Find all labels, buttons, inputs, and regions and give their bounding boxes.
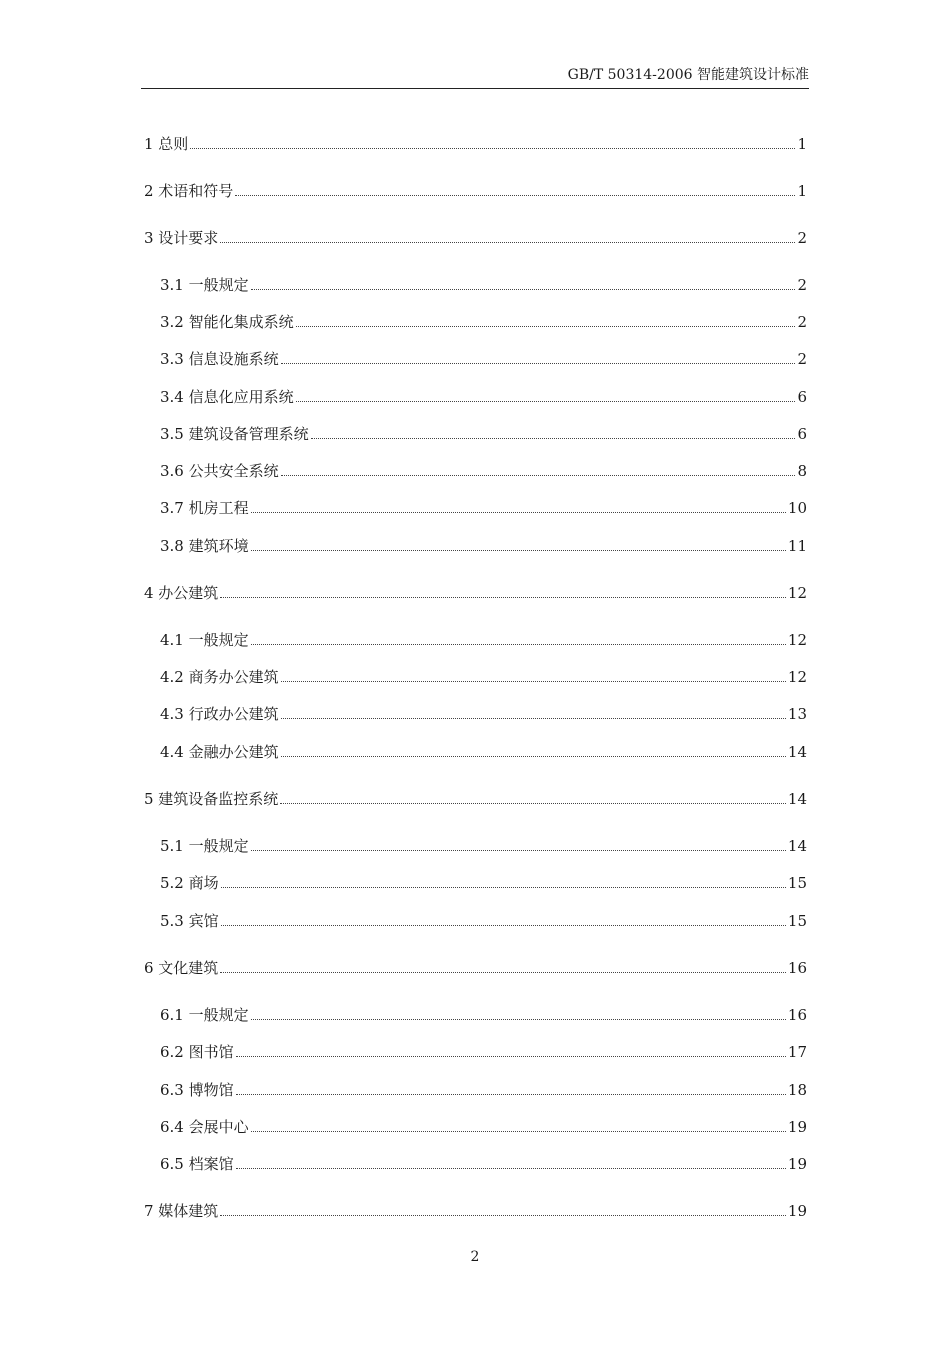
toc-entry-page: 19 — [787, 1202, 807, 1220]
dot-leader — [281, 475, 796, 476]
dot-leader — [280, 803, 786, 804]
toc-entry-label: 3.3 信息设施系统 — [160, 350, 279, 368]
dot-leader — [251, 289, 796, 290]
toc-entry-label: 6.2 图书馆 — [160, 1043, 234, 1061]
toc-entry-label: 5.3 宾馆 — [160, 912, 219, 930]
toc-entry[interactable] — [160, 704, 807, 724]
toc-entry-label: 3.4 信息化应用系统 — [160, 388, 294, 406]
toc-entry[interactable] — [160, 1117, 807, 1137]
toc-entry-page: 13 — [787, 705, 807, 723]
toc-entry-label: 2 术语和符号 — [144, 182, 234, 200]
toc-entry[interactable] — [160, 461, 807, 481]
page-number: 2 — [470, 1249, 480, 1265]
toc-entry-label: 3.2 智能化集成系统 — [160, 313, 294, 331]
toc-entry-page: 14 — [787, 837, 807, 855]
toc-entry-page: 2 — [797, 229, 807, 247]
toc-entry-page: 1 — [797, 135, 807, 153]
toc-entry-label: 4.1 一般规定 — [160, 631, 249, 649]
toc-entry[interactable] — [160, 1042, 807, 1062]
toc-entry[interactable] — [160, 275, 807, 295]
header-divider — [141, 88, 809, 89]
dot-leader — [251, 512, 786, 513]
toc-entry-label: 4 办公建筑 — [144, 584, 219, 602]
dot-leader — [221, 925, 786, 926]
toc-entry[interactable] — [144, 789, 807, 809]
dot-leader — [251, 1131, 786, 1132]
toc-entry-label: 7 媒体建筑 — [144, 1202, 219, 1220]
toc-entry-page: 2 — [797, 350, 807, 368]
dot-leader — [236, 1168, 786, 1169]
toc-entry-page: 6 — [797, 425, 807, 443]
toc-entry[interactable] — [160, 387, 807, 407]
toc-entry-label: 6.5 档案馆 — [160, 1155, 234, 1173]
toc-entry-page: 15 — [787, 912, 807, 930]
dot-leader — [221, 887, 786, 888]
toc-entry-label: 3.7 机房工程 — [160, 499, 249, 517]
dot-leader — [296, 326, 796, 327]
toc-entry[interactable] — [160, 536, 807, 556]
toc-entry-page: 14 — [787, 743, 807, 761]
toc-entry-label: 3.6 公共安全系统 — [160, 462, 279, 480]
toc-entry[interactable] — [160, 498, 807, 518]
toc-entry-label: 6.4 会展中心 — [160, 1118, 249, 1136]
toc-entry[interactable] — [160, 349, 807, 369]
toc-entry[interactable] — [144, 228, 807, 248]
toc-entry[interactable] — [160, 1005, 807, 1025]
dot-leader — [281, 681, 786, 682]
dot-leader — [281, 718, 786, 719]
toc-entry-label: 5 建筑设备监控系统 — [144, 790, 279, 808]
toc-entry[interactable] — [160, 1154, 807, 1174]
toc-entry[interactable] — [160, 1080, 807, 1100]
toc-entry-page: 2 — [797, 276, 807, 294]
toc-entry[interactable] — [144, 1201, 807, 1221]
dot-leader — [251, 850, 786, 851]
toc-entry-page: 2 — [797, 313, 807, 331]
dot-leader — [220, 1215, 786, 1216]
toc-entry[interactable] — [144, 181, 807, 201]
toc-entry-page: 17 — [787, 1043, 807, 1061]
dot-leader — [235, 195, 795, 196]
toc-entry-page: 8 — [797, 462, 807, 480]
dot-leader — [311, 438, 796, 439]
toc-entry[interactable] — [144, 958, 807, 978]
toc-entry[interactable] — [160, 836, 807, 856]
toc-entry-page: 10 — [787, 499, 807, 517]
toc-entry-page: 18 — [787, 1081, 807, 1099]
dot-leader — [251, 550, 786, 551]
dot-leader — [220, 597, 786, 598]
toc-entry-label: 6.1 一般规定 — [160, 1006, 249, 1024]
toc-entry-page: 16 — [787, 1006, 807, 1024]
dot-leader — [281, 756, 786, 757]
toc-entry-label: 3 设计要求 — [144, 229, 219, 247]
dot-leader — [190, 148, 795, 149]
toc-entry[interactable] — [160, 424, 807, 444]
toc-entry[interactable] — [160, 312, 807, 332]
toc-entry-page: 6 — [797, 388, 807, 406]
toc-entry-label: 4.4 金融办公建筑 — [160, 743, 279, 761]
dot-leader — [236, 1056, 786, 1057]
toc-entry[interactable] — [160, 873, 807, 893]
toc-entry-label: 1 总则 — [144, 135, 189, 153]
toc-entry-label: 6.3 博物馆 — [160, 1081, 234, 1099]
dot-leader — [220, 972, 786, 973]
toc-entry-page: 12 — [787, 631, 807, 649]
toc-entry-label: 5.1 一般规定 — [160, 837, 249, 855]
toc-entry-page: 14 — [787, 790, 807, 808]
toc-entry-page: 11 — [787, 537, 807, 555]
toc-entry[interactable] — [144, 583, 807, 603]
toc-entry-page: 19 — [787, 1118, 807, 1136]
toc-entry[interactable] — [160, 911, 807, 931]
dot-leader — [251, 644, 786, 645]
toc-entry-page: 12 — [787, 668, 807, 686]
document-title: GB/T 50314-2006 智能建筑设计标准 — [567, 67, 809, 83]
toc-entry[interactable] — [144, 134, 807, 154]
toc-entry-label: 3.5 建筑设备管理系统 — [160, 425, 309, 443]
toc-entry-label: 6 文化建筑 — [144, 959, 219, 977]
toc-entry-page: 12 — [787, 584, 807, 602]
toc-entry-label: 3.1 一般规定 — [160, 276, 249, 294]
toc-entry-label: 4.2 商务办公建筑 — [160, 668, 279, 686]
dot-leader — [251, 1019, 786, 1020]
toc-entry[interactable] — [160, 630, 807, 650]
toc-entry-page: 15 — [787, 874, 807, 892]
dot-leader — [236, 1094, 786, 1095]
toc-entry[interactable] — [160, 667, 807, 687]
toc-entry-label: 4.3 行政办公建筑 — [160, 705, 279, 723]
dot-leader — [281, 363, 796, 364]
toc-entry-page: 16 — [787, 959, 807, 977]
toc-entry-page: 19 — [787, 1155, 807, 1173]
toc-entry-page: 1 — [797, 182, 807, 200]
toc-entry[interactable] — [160, 742, 807, 762]
dot-leader — [296, 401, 796, 402]
toc-entry-label: 3.8 建筑环境 — [160, 537, 249, 555]
toc-entry-label: 5.2 商场 — [160, 874, 219, 892]
dot-leader — [220, 242, 795, 243]
